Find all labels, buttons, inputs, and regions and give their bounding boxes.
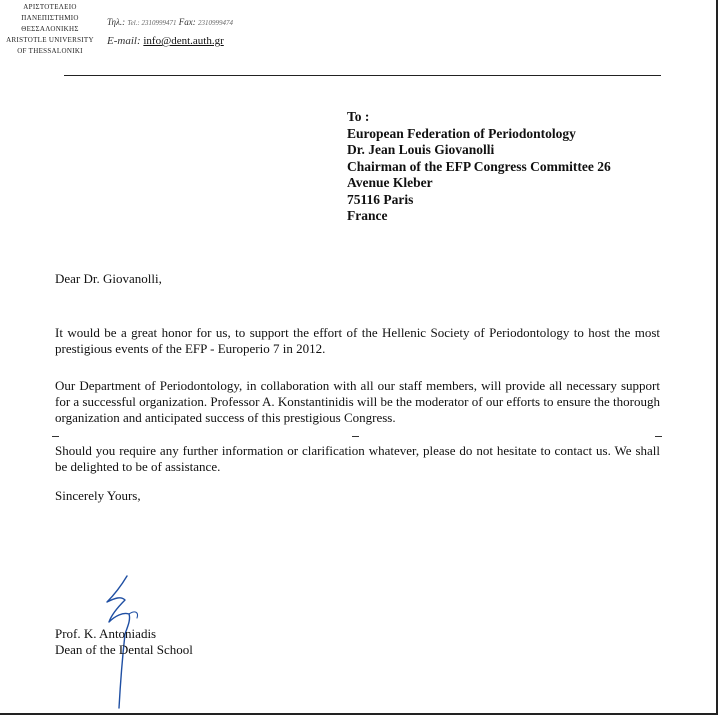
recipient-line: France [347,208,388,223]
closing: Sincerely Yours, [55,488,141,503]
signatory-block [55,626,193,658]
university-line: ΠΑΝΕΠΙΣΤΗΜΙΟ [21,14,79,22]
paragraph-2: Our Department of Periodontology, in collaboration with all our staff members, will provide all necessary support for a successful organization. Professor A. Konstantinidis will be the moderator of our efforts to ensure the thorough organization and anticipated success of this prestigious Congress. [55,378,660,425]
contact-block [107,16,233,47]
email-label: E-mail: [107,35,141,47]
fax-value: 2310999474 [198,19,234,27]
recipient-line: European Federation of Periodontology [347,125,576,141]
recipient-line: To : [347,109,370,124]
recipient-line: Avenue Kleber [347,175,433,190]
fax-label: Fax: [178,17,196,27]
university-line: ΘΕΣΣΑΛΟΝΙΚΗΣ [21,25,79,33]
paragraph-1: It would be a great honor for us, to support the effort of the Hellenic Society of Periodontology to host the most prestigious events of the EFP - Europerio 7 in 2012. [55,325,660,356]
university-line: ΑΡΙΣΤΟΤΕΛΕΙΟ [23,3,77,11]
phone-fax-row [107,16,233,29]
header-divider [64,75,661,76]
university-line: ARISTOTLE UNIVERSITY [6,36,94,44]
paragraph-separator-marks [0,431,718,441]
paragraph-3: Should you require any further information or clarification whatever, please do not hesitate to contact us. We shall be delighted to be of assistance. [55,443,660,474]
recipient-line: Chairman of the EFP Congress Committee 26 [347,158,611,174]
university-line: OF THESSALONIKI [17,47,83,55]
separator-dash [655,436,662,437]
separator-dash [352,436,359,437]
recipient-address [347,109,611,225]
signatory-title: Dean of the Dental School [55,642,193,657]
signatory-name: Prof. K. Antoniadis [55,626,157,641]
salutation: Dear Dr. Giovanolli, [55,271,162,286]
university-name-block [2,2,98,57]
email-row [107,35,233,47]
phone-value: Tel.: 2310999471 [127,19,177,27]
separator-dash [52,436,59,437]
phone-label: Τηλ.: [107,17,126,27]
recipient-line: Dr. Jean Louis Giovanolli [347,142,495,157]
recipient-line: 75116 Paris [347,191,414,207]
email-link[interactable]: info@dent.auth.gr [143,35,224,47]
